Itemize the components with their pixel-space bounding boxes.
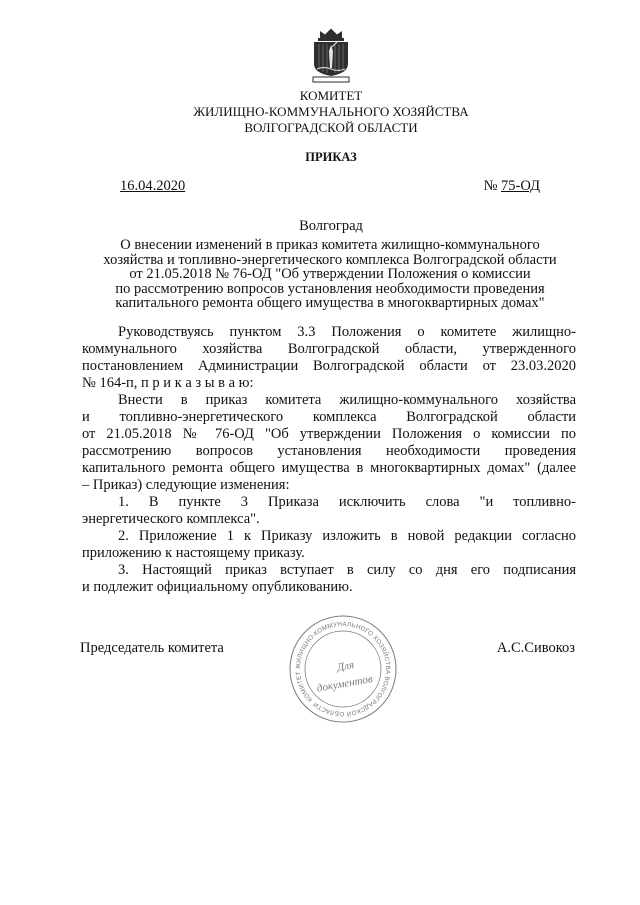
coat-of-arms-icon (305, 27, 357, 84)
body-line: энергетического комплекса". (82, 511, 260, 527)
body-line: капитального ремонта общего имущества в многоквартирных домах" (далее (82, 460, 576, 476)
order-number: 75-ОД (501, 178, 540, 194)
body-line: от 21.05.2018 № 76-ОД "Об утверждении Положения о комиссии по (82, 426, 576, 442)
org-name-line: ЖИЛИЩНО-КОММУНАЛЬНОГО ХОЗЯЙСТВА (193, 104, 469, 119)
order-body (82, 324, 576, 596)
body-line: Внести в приказ комитета жилищно-коммунального хозяйства (118, 392, 576, 408)
body-line: рассмотрению вопросов установления необходимости проведения (82, 443, 576, 459)
body-line: 2. Приложение 1 к Приказу изложить в новой редакции согласно (118, 528, 576, 544)
stamp-center-text: документов (315, 673, 374, 695)
body-paragraph (82, 392, 576, 494)
order-title (80, 238, 580, 311)
body-line: 1. В пункте 3 Приказа исключить слова "и топливно- (118, 494, 576, 510)
body-paragraph (82, 528, 576, 562)
title-line: по рассмотрению вопросов установления необходимости проведения (115, 280, 545, 297)
body-line: и подлежит официальному опубликованию. (82, 579, 353, 595)
body-paragraph (82, 494, 576, 528)
body-line: приложению к настоящему приказу. (82, 545, 305, 561)
stamp-center-text: Для (336, 659, 356, 674)
body-line: коммунального хозяйства Волгоградской области, утвержденного (82, 341, 576, 357)
org-name-line: ВОЛГОГРАДСКОЙ ОБЛАСТИ (244, 120, 418, 135)
body-line: № 164-п, п р и к а з ы в а ю: (82, 375, 254, 391)
emblem-ribbon (313, 77, 349, 82)
org-name-line: КОМИТЕТ (299, 88, 363, 103)
body-paragraph (82, 324, 576, 392)
emblem-crown (320, 29, 342, 39)
title-line: капитального ремонта общего имущества в многоквартирных домах" (115, 295, 545, 311)
title-line: хозяйства и топливно-энергетического комплекса Волгоградской области (103, 251, 557, 268)
signature-name: А.С.Сивокоз (496, 640, 575, 656)
doc-type-title: ПРИКАЗ (305, 150, 357, 164)
body-paragraph (82, 562, 576, 596)
city-name: Волгоград (299, 218, 363, 234)
title-line: от 21.05.2018 № 76-ОД "Об утверждении Положения о комиссии (129, 266, 531, 282)
stamp-ring-text: КОМИТЕТ ЖИЛИЩНО-КОММУНАЛЬНОГО ХОЗЯЙСТВА ВОЛГОГРАДСКОЙ ОБЛАСТИ (294, 620, 392, 718)
signature-position: Председатель комитета (80, 640, 224, 656)
body-line: постановлением Администрации Волгоградской области от 23.03.2020 (82, 358, 576, 374)
order-number-field (484, 178, 540, 195)
title-line: О внесении изменений в приказ комитета жилищно-коммунального (120, 237, 540, 253)
official-stamp (286, 612, 400, 726)
body-line: и топливно-энергетического комплекса Волгоградской области (82, 409, 576, 425)
body-line: Руководствуясь пунктом 3.3 Положения о комитете жилищно- (118, 324, 576, 340)
org-header (131, 88, 531, 136)
order-date: 16.04.2020 (120, 178, 186, 194)
order-number-prefix: № (483, 178, 498, 194)
emblem-crown-band (318, 38, 344, 41)
body-line: – Приказ) следующие изменения: (82, 477, 290, 493)
body-line: 3. Настоящий приказ вступает в силу со дня его подписания (118, 562, 576, 578)
